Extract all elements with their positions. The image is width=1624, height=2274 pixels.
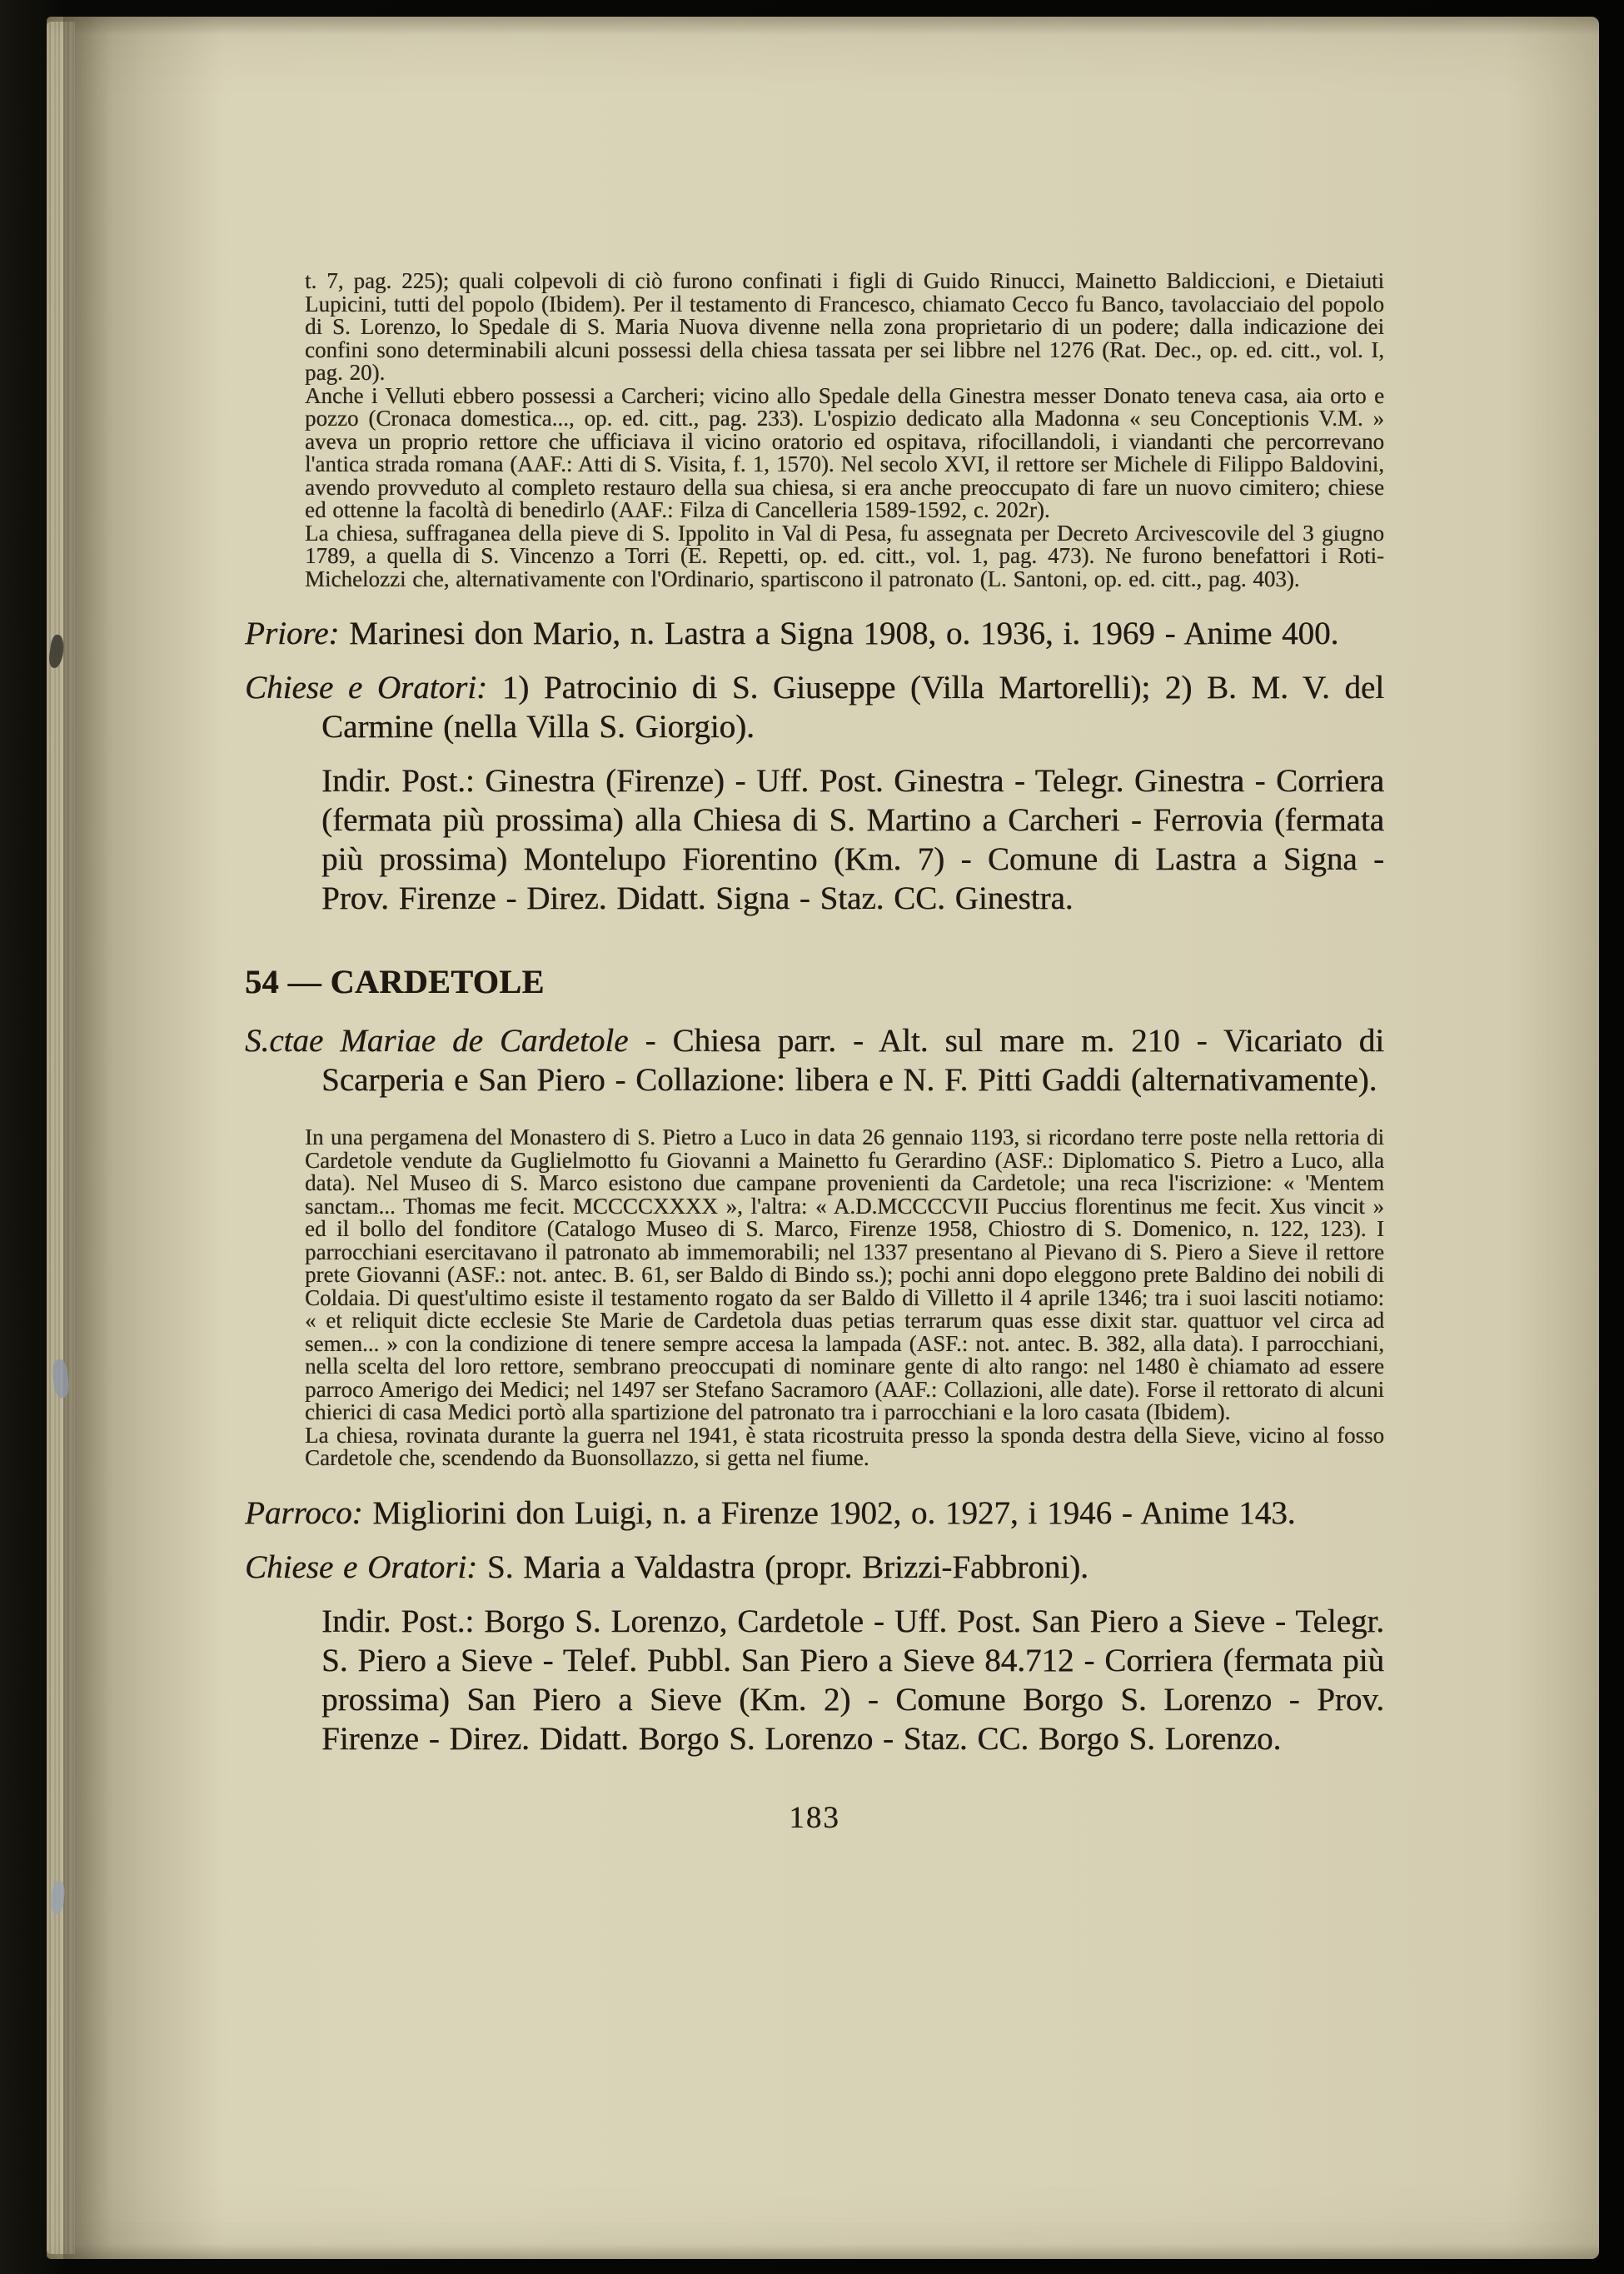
footnote-paragraph: t. 7, pag. 225); quali colpevoli di ciò furono confinati i figli di Guido Rinucci, Mainetto Baldiccioni, e Dietaiuti Lupicini, tutti del popolo (Ibidem). Per il testamento di Francesco, chiamato Cecco fu Banco, tavolacciaio del popolo di S. Lorenzo, lo Spedale di S. Maria Nuova divenne nella zona proprietario di un podere; dalla indicazione dei confini sono determinabili alcuni possessi della chiesa tassata per sei libbre nel 1276 (Rat. Dec., op. ed. citt., vol. I, pag. 20). [305, 268, 1384, 385]
entry-title-rest: - Chiesa parr. - Alt. sul mare m. 210 - Vicariato di Scarperia e San Piero - Collazione: libera e N. F. Pitti Gaddi (alternativamente). [321, 1023, 1385, 1098]
parroco-text: Migliorini don Luigi, n. a Firenze 1902, o. 1927, i 1946 - Anime 143. [372, 1494, 1296, 1531]
chiese-oratori-line-cardetole [245, 1548, 1384, 1587]
book-page [47, 17, 1599, 2259]
footnote-paragraph: In una pergamena del Monastero di S. Pietro a Luco in data 26 gennaio 1193, si ricordano terre poste nella rettoria di Cardetole vendute da Guglielmotto fu Giovanni a Mainetto fu Gerardino (ASF.: Diplomatico S. Pietro a Luco, alla data). Nel Museo di S. Marco esistono due campane provenienti da Cardetole; una reca l'iscrizione: « 'Mentem sanctam... Thomas me fecit. MCCCCXXXX », l'altra: « A.D.MCCCCVII Puccius florentinus me fecit. Xus vincit » ed il bollo del fonditore (Catalogo Museo di S. Marco, Firenze 1958, Chiostro di S. Domenico, n. 122, 123). I parrocchiani esercitavano il patronato ab immemorabili; nel 1337 presentano al Pievano di S. Piero a Sieve il rettore prete Giovanni (ASF.: not. antec. B. 61, ser Baldo di Bindo ss.); pochi anni dopo eleggono prete Baldino dei nobili di Coldaia. Di quest'ultimo esiste il testamento rogato da ser Baldo di Villetto il 4 aprile 1346; tra i suoi lasciti notiamo: « et reliquit dicte ecclesie Ste Marie de Cardetola duas petias terrarum quas esse dixit star. quattuor vel circa ad semen... » con la condizione di tenere sempre accesa la lampada (ASF.: not. antec. B. 382, alla data). I parrocchiani, nella scelta del loro rettore, sembrano preoccupati di nominare gente di alto rango: nel 1480 è chiamato ad essere parroco Amerigo dei Medici; nel 1497 ser Stefano Sacramoro (AAF.: Collazioni, alle date). Forse il rettorato di alcuni chierici di casa Medici portò alla spartizione del patronato tra i parrocchiani e la loro casata (Ibidem). [305, 1125, 1384, 1424]
entry-title-cardetole [245, 1021, 1384, 1100]
chiese-oratori-text-2: S. Maria a Valdastra (propr. Brizzi-Fabbroni). [486, 1548, 1088, 1585]
parroco-line [245, 1494, 1384, 1533]
chiese-oratori-line-ginestra [245, 668, 1384, 746]
chiese-oratori-label-2: Chiese e Oratori: [245, 1548, 478, 1585]
chiese-oratori-text: 1) Patrocinio di S. Giuseppe (Villa Martorelli); 2) B. M. V. del Carmine (nella Villa S. Giorgio). [321, 670, 1385, 745]
chiese-oratori-label: Chiese e Oratori: [245, 670, 487, 706]
priore-text: Marinesi don Mario, n. Lastra a Signa 1908, o. 1936, i. 1969 - Anime 400. [349, 616, 1339, 651]
footnote-paragraph: Anche i Velluti ebbero possessi a Carcheri; vicino allo Spedale della Ginestra messer Donato teneva casa, aia orto e pozzo (Cronaca domestica..., op. ed. citt., pag. 233). L'ospizio dedicato alla Madonna « seu Conceptionis V.M. » aveva un proprio rettore che ufficiava il vicino oratorio ed ospitava, rifocillandoli, i viandanti che percorrevano l'antica strada romana (AAF.: Atti di S. Visita, f. 1, 1570). Nel secolo XVI, il rettore ser Michele di Filippo Baldovini, avendo provveduto al completo restauro della sua chiesa, si era anche preoccupato di fare un nuovo cimitero; chiese ed ottenne la facoltà di benedirlo (AAF.: Filza di Cancelleria 1589-1592, c. 202r). [305, 382, 1384, 522]
footnote-paragraph: La chiesa, rovinata durante la guerra nel 1941, è stata ricostruita presso la sponda destra della Sieve, vicino al fosso Cardetole che, scendendo da Buonsollazzo, si getta nel fiume. [305, 1422, 1384, 1470]
text-block [245, 270, 1384, 1836]
parroco-label: Parroco: [245, 1494, 363, 1531]
indir-post-cardetole: Indir. Post.: Borgo S. Lorenzo, Cardetole - Uff. Post. San Piero a Sieve - Telegr. S. Piero a Sieve - Telef. Pubbl. San Piero a Sieve 84.712 - Corriera (fermata più prossima) San Piero a Sieve (Km. 2) - Comune Borgo S. Lorenzo - Prov. Firenze - Direz. Didatt. Borgo S. Lorenzo - Staz. CC. Borgo S. Lorenzo. [321, 1603, 1384, 1757]
footnotes-ginestra [305, 270, 1384, 591]
indir-post-ginestra: Indir. Post.: Ginestra (Firenze) - Uff. Post. Ginestra - Telegr. Ginestra - Corriera (fermata più prossima) alla Chiesa di S. Martino a Carcheri - Ferrovia (fermata più prossima) Montelupo Fiorentino (Km. 7) - Comune di Lastra a Signa - Prov. Firenze - Direz. Didatt. Signa - Staz. CC. Ginestra. [321, 763, 1384, 916]
footnotes-cardetole [305, 1126, 1384, 1470]
section-heading-cardetole: 54 — CARDETOLE [245, 963, 545, 1000]
priore-line [245, 614, 1384, 653]
priore-label: Priore: [245, 616, 340, 651]
gutter-shadow [63, 17, 222, 2259]
footnote-paragraph: La chiesa, suffraganea della pieve di S. Ippolito in Val di Pesa, fu assegnata per Decreto Arcivescovile del 3 giugno 1789, a quella di S. Vincenzo a Torri (E. Repetti, op. ed. citt., vol. 1, pag. 473). Ne furono benefattori i Roti-Michelozzi che, alternativamente con l'Ordinario, spartiscono il patronato (L. Santoni, op. ed. citt., pag. 403). [305, 520, 1384, 591]
page-number: 183 [789, 1800, 840, 1835]
entry-title-latin: S.ctae Mariae de Cardetole [245, 1023, 629, 1059]
